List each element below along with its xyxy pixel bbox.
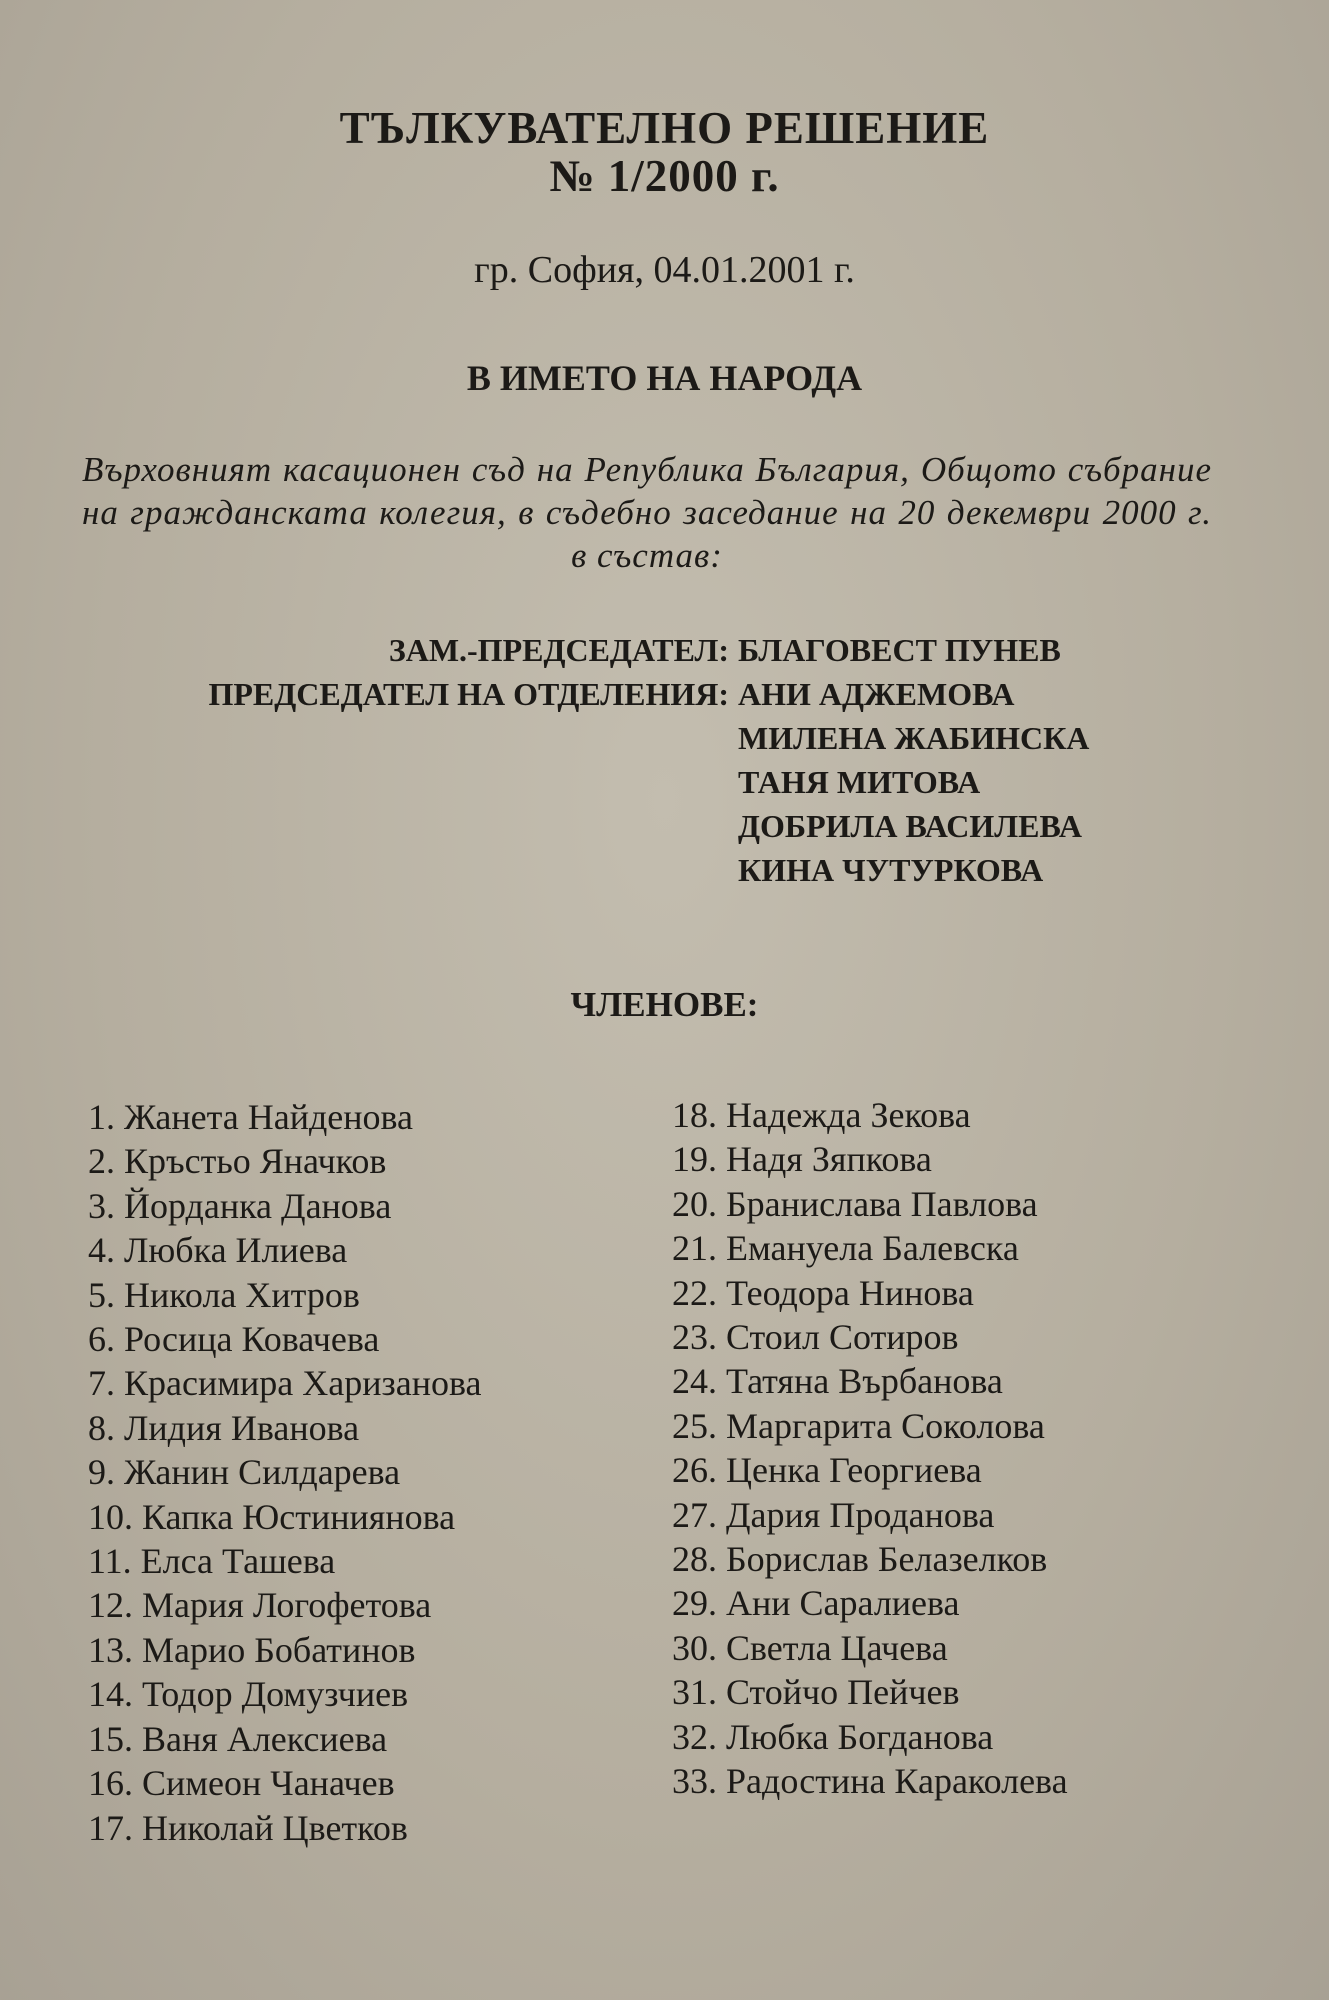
member-item: 16. Симеон Чаначев bbox=[88, 1763, 395, 1804]
panel-name: ДОБРИЛА ВАСИЛЕВА bbox=[738, 808, 1082, 844]
member-item: 8. Лидия Иванова bbox=[88, 1407, 360, 1448]
member-item: 3. Йорданка Данова bbox=[88, 1185, 392, 1226]
member-item: 18. Надежда Зекова bbox=[672, 1095, 971, 1135]
member-item: 10. Капка Юстиниянова bbox=[88, 1496, 456, 1537]
member-item: 33. Радостина Караколева bbox=[672, 1761, 1068, 1802]
member-item: 21. Емануела Балевска bbox=[672, 1228, 1019, 1269]
panel-row bbox=[0, 672, 1329, 716]
member-item: 25. Маргарита Соколова bbox=[672, 1405, 1045, 1446]
member-item: 28. Борислав Белазелков bbox=[672, 1539, 1048, 1580]
intro-paragraph: Върховният касационен съд на Република България, Общото събрание на гражданската колегия, в съдебно заседание на 20 декември 2000 г. в състав: bbox=[82, 450, 1212, 575]
members-list-right bbox=[672, 1093, 1068, 1804]
members-list-left bbox=[88, 1095, 481, 1850]
panel-row bbox=[0, 848, 1329, 892]
heading: В ИМЕТО НА НАРОДА bbox=[466, 358, 863, 398]
panel-row bbox=[0, 628, 1329, 672]
title-line-2: № 1/2000 г. bbox=[549, 151, 780, 201]
member-item: 20. Бранислава Павлова bbox=[672, 1183, 1038, 1224]
member-item: 12. Мария Логофетова bbox=[88, 1585, 432, 1626]
panel-role: ПРЕДСЕДАТЕЛ НА ОТДЕЛЕНИЯ: bbox=[208, 676, 729, 712]
member-item: 15. Ваня Алексиева bbox=[88, 1718, 388, 1759]
member-item: 26. Ценка Георгиева bbox=[672, 1450, 982, 1491]
member-item: 11. Елса Ташева bbox=[88, 1541, 336, 1582]
member-item: 22. Теодора Нинова bbox=[672, 1272, 974, 1313]
panel-row bbox=[0, 804, 1329, 848]
member-item: 9. Жанин Силдарева bbox=[88, 1452, 401, 1493]
member-item: 6. Росица Ковачева bbox=[88, 1319, 380, 1360]
panel-name: АНИ АДЖЕМОВА bbox=[738, 676, 1015, 712]
panel-name: ТАНЯ МИТОВА bbox=[738, 764, 981, 800]
member-item: 30. Светла Цачева bbox=[672, 1627, 948, 1668]
panel-row bbox=[0, 760, 1329, 804]
member-item: 2. Кръстьо Яначков bbox=[88, 1141, 387, 1182]
title-line-1: ТЪЛКУВАТЕЛНО РЕШЕНИЕ bbox=[339, 103, 990, 153]
panel-name: МИЛЕНА ЖАБИНСКА bbox=[738, 720, 1090, 756]
panel-role: ЗАМ.-ПРЕДСЕДАТЕЛ: bbox=[388, 632, 729, 668]
document-title bbox=[0, 104, 1329, 200]
member-item: 29. Ани Саралиева bbox=[672, 1583, 960, 1624]
member-item: 24. Татяна Върбанова bbox=[672, 1361, 1003, 1402]
member-item: 31. Стойчо Пейчев bbox=[672, 1672, 960, 1713]
members-heading: ЧЛЕНОВЕ: bbox=[570, 985, 759, 1024]
member-item: 17. Николай Цветков bbox=[88, 1807, 408, 1848]
member-item: 4. Любка Илиева bbox=[88, 1230, 348, 1271]
member-item: 32. Любка Богданова bbox=[672, 1716, 994, 1757]
member-item: 13. Марио Бобатинов bbox=[88, 1629, 416, 1670]
member-item: 5. Никола Хитров bbox=[88, 1274, 360, 1315]
panel-name: БЛАГОВЕСТ ПУНЕВ bbox=[738, 632, 1061, 668]
member-item: 23. Стоил Сотиров bbox=[672, 1317, 959, 1358]
member-item: 27. Дария Проданова bbox=[672, 1494, 995, 1535]
member-item: 19. Надя Зяпкова bbox=[672, 1139, 932, 1180]
panel-name: КИНА ЧУТУРКОВА bbox=[738, 852, 1044, 888]
member-item: 1. Жанета Найденова bbox=[88, 1097, 414, 1137]
member-item: 14. Тодор Домузчиев bbox=[88, 1674, 409, 1715]
date-line: гр. София, 04.01.2001 г. bbox=[474, 249, 855, 291]
member-item: 7. Красимира Харизанова bbox=[88, 1363, 482, 1404]
panel-row bbox=[0, 716, 1329, 760]
